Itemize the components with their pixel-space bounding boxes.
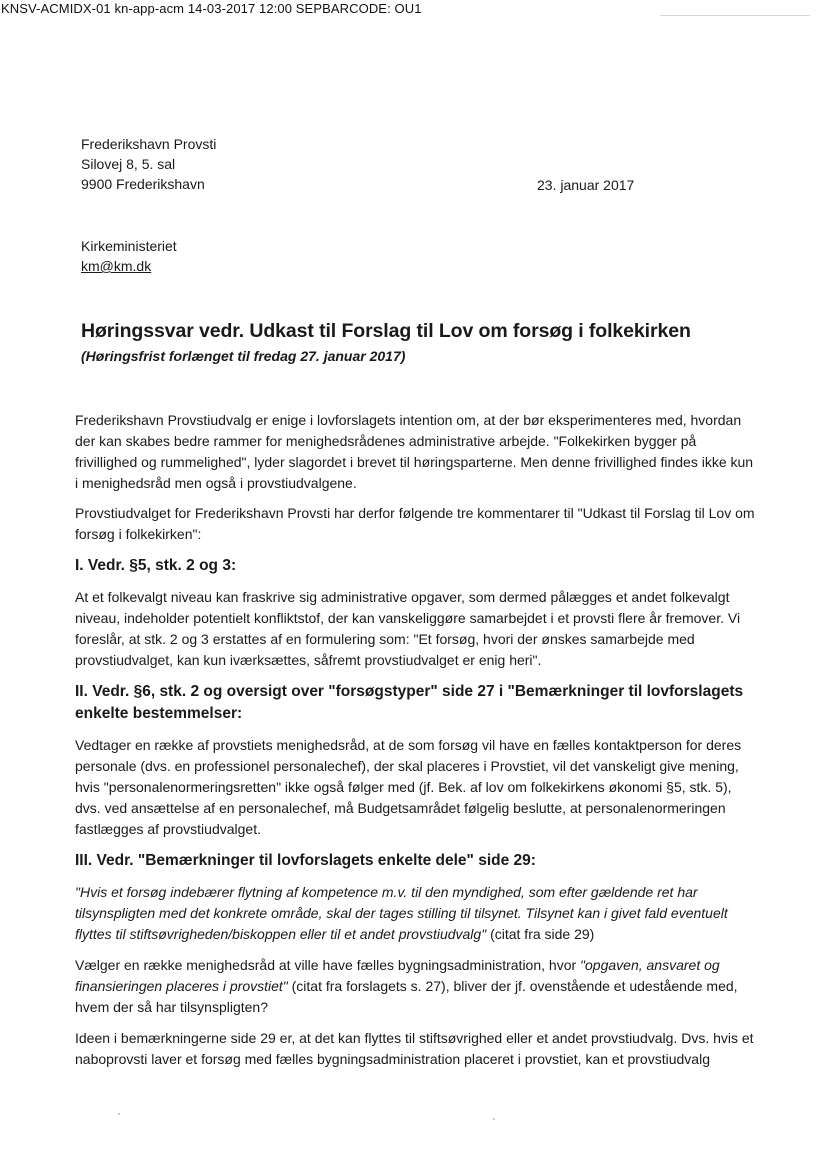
scan-speck	[493, 1118, 495, 1120]
section-2-heading: II. Vedr. §6, stk. 2 og oversigt over "forsøgstyper" side 27 i "Bemærkninger til lovforslagets enkelte bestemmelser:	[75, 683, 744, 722]
fax-header: KNSV-ACMIDX-01 kn-app-acm 14-03-2017 12:00 SEPBARCODE: OU1	[1, 1, 422, 16]
letter-date: 23. januar 2017	[537, 177, 635, 193]
lead-paragraph: Provstiudvalget for Frederikshavn Provsti har derfor følgende tre kommentarer til "Udkast til Forslag til Lov om forsøg i folkekirken":	[75, 505, 755, 542]
section-3-quote: "Hvis et forsøg indebærer flytning af kompetence m.v. til den myndighed, som efter gældende ret har tilsynspligten med det konkrete område, skal der tages stilling til tilsynet. Tilsynet kan i givet fald eventuelt flyttes til stiftsøvrigheden/biskoppen eller til et andet provstiudvalg"	[75, 884, 728, 942]
section-3-quote-paragraph	[75, 882, 755, 945]
document-title: Høringssvar vedr. Udkast til Forslag til Lov om forsøg i folkekirken	[81, 320, 691, 342]
scan-speck	[118, 1113, 120, 1115]
section-2-paragraph: Vedtager en række af provstiets menighedsråd, at de som forsøg vil have en fælles kontaktperson for deres personale (dvs. en professionel personalechef), der skal placeres i Provstiet, vil det vanskeligt give mening, hvis "personalenormeringsretten" ikke også følger med (jf. Bek. af lov om folkekirkens økonomi §5, stk. 5), dvs. ved ansættelse af en personalechef, må Budgetsamrådet følgelig beslutte, at personalenormeringen fastlægges af provstiudvalget.	[75, 737, 742, 837]
recipient-address	[81, 236, 177, 276]
p4-end: (citat fra forslagets s. 27), bliver der jf. ovenstående et udestående med, hvem der så har tilsynspligten?	[75, 978, 738, 1015]
p4-start: Vælger en række menighedsråd at ville have fælles bygningsadministration, hvor	[75, 957, 581, 973]
document-subtitle: (Høringsfrist forlænget til fredag 27. januar 2017)	[81, 348, 406, 364]
section-3-paragraph-3: Ideen i bemærkningerne side 29 er, at det kan flyttes til stiftsøvrighed eller et andet provstiudvalg. Dvs. hvis et naboprovsti laver et forsøg med fælles bygningsadministration placeret i provstiet, kan et provstiudvalg	[75, 1030, 754, 1067]
section-3-citation: (citat fra side 29)	[486, 926, 595, 942]
section-1-heading: I. Vedr. §5, stk. 2 og 3:	[75, 557, 237, 574]
recipient-name: Kirkeministeriet	[81, 238, 177, 254]
section-3-heading: III. Vedr. "Bemærkninger til lovforslagets enkelte dele" side 29:	[75, 852, 536, 869]
sender-name: Frederikshavn Provsti	[81, 136, 217, 152]
header-rule	[660, 15, 810, 16]
section-3-paragraph-2	[75, 955, 755, 1018]
recipient-email-link[interactable]: km@km.dk	[81, 258, 152, 274]
sender-street: Silovej 8, 5. sal	[81, 156, 176, 172]
letter-body	[75, 410, 755, 1080]
sender-address	[81, 134, 216, 194]
p4-quote: "opgaven, ansvaret og finansieringen placeres i provstiet"	[75, 957, 720, 994]
sender-city: 9900 Frederikshavn	[81, 176, 205, 192]
section-1-paragraph: At et folkevalgt niveau kan fraskrive sig administrative opgaver, som dermed pålægges et andet folkevalgt niveau, indeholder potentielt konfliktstof, der kan vanskeliggøre samarbejdet i et provsti flere år fremover. Vi foreslår, at stk. 2 og 3 erstattes af en formulering som: "Et forsøg, hvori der ønskes samarbejde med provstiudvalget, kan kun iværksættes, såfremt provstiudvalget er enig heri".	[75, 589, 741, 668]
intro-paragraph: Frederikshavn Provstiudvalg er enige i lovforslagets intention om, at der bør eksperimenteres med, hvordan der kan skabes bedre rammer for menighedsrådenes administrative arbejde. "Folkekirken bygger på frivillighed og rummelighed", lyder slagordet i brevet til høringsparterne. Men denne frivillighed findes ikke kun i menighedsråd men også i provstiudvalgene.	[75, 412, 754, 491]
